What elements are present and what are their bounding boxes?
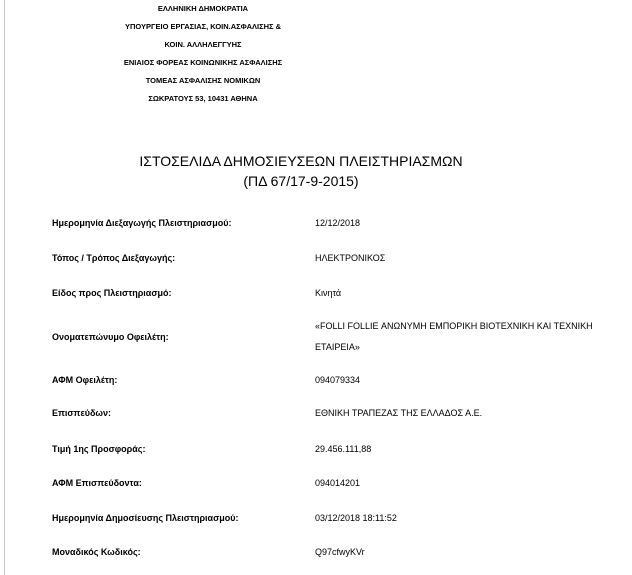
letterhead [108, 0, 298, 108]
field-value: Q97cfwyKVr [315, 547, 365, 557]
field-value: 03/12/2018 18:11:52 [315, 513, 397, 523]
field-value: 29.456.111,88 [315, 444, 372, 454]
field-label: Μοναδικός Κωδικός: [52, 547, 141, 557]
field-label: Είδος προς Πλειστηριασμό: [52, 288, 172, 298]
document-title [0, 151, 632, 191]
letterhead-line: ΚΟΙΝ. ΑΛΛΗΛΕΓΓΥΗΣ [164, 40, 242, 49]
field-label: ΑΦΜ Επισπεύδοντα: [52, 478, 142, 488]
field-value: 094079334 [315, 375, 361, 385]
field-label: Τόπος / Τρόπος Διεξαγωγής: [52, 253, 176, 263]
letterhead-line: ΕΝΙΑΙΟΣ ΦΟΡΕΑΣ ΚΟΙΝΩΝΙΚΗΣ ΑΣΦΑΛΙΣΗΣ [123, 58, 283, 67]
letterhead-line: ΥΠΟΥΡΓΕΙΟ ΕΡΓΑΣΙΑΣ, ΚΟΙΝ.ΑΣΦΑΛΙΣΗΣ & [124, 22, 282, 31]
field-value: Κινητά [315, 288, 342, 298]
field-label: Ονοματεπώνυμο Οφειλέτη: [52, 332, 169, 342]
field-value: 12/12/2018 [315, 218, 361, 228]
field-value: «FOLLI FOLLIE ΑΝΩΝΥΜΗ ΕΜΠΟΡΙΚΗ ΒΙΟΤΕΧΝΙΚΗ ΚΑΙ ΤΕΧΝΙΚΗ [315, 321, 593, 331]
field-value-continued: ΕΤΑΙΡΕΙΑ» [315, 342, 360, 352]
page-left-border [4, 0, 5, 575]
field-label: Ημερομηνία Διεξαγωγής Πλειστηριασμού: [52, 218, 232, 228]
field-value: 094014201 [315, 478, 361, 488]
letterhead-line: ΤΟΜΕΑΣ ΑΣΦΑΛΙΣΗΣ ΝΟΜΙΚΩΝ [145, 76, 261, 85]
field-value: ΕΘΝΙΚΗ ΤΡΑΠΕΖΑΣ ΤΗΣ ΕΛΛΑΔΟΣ Α.Ε. [315, 408, 483, 418]
letterhead-line: ΣΩΚΡΑΤΟΥΣ 53, 10431 ΑΘΗΝΑ [148, 94, 258, 103]
field-value: ΗΛΕΚΤΡΟΝΙΚΟΣ [315, 253, 386, 263]
field-label: ΑΦΜ Οφειλέτη: [52, 375, 118, 385]
title-line-2: (ΠΔ 67/17-9-2015) [243, 173, 359, 189]
field-label: Ημερομηνία Δημοσίευσης Πλειστηριασμού: [52, 513, 239, 523]
title-line-1: ΙΣΤΟΣΕΛΙΔΑ ΔΗΜΟΣΙΕΥΣΕΩΝ ΠΛΕΙΣΤΗΡΙΑΣΜΩΝ [139, 153, 463, 169]
field-label: Επισπεύδων: [52, 408, 112, 418]
field-label: Τιμή 1ης Προσφοράς: [52, 444, 146, 454]
letterhead-line: ΕΛΛΗΝΙΚΗ ΔΗΜΟΚΡΑΤΙΑ [157, 4, 249, 13]
